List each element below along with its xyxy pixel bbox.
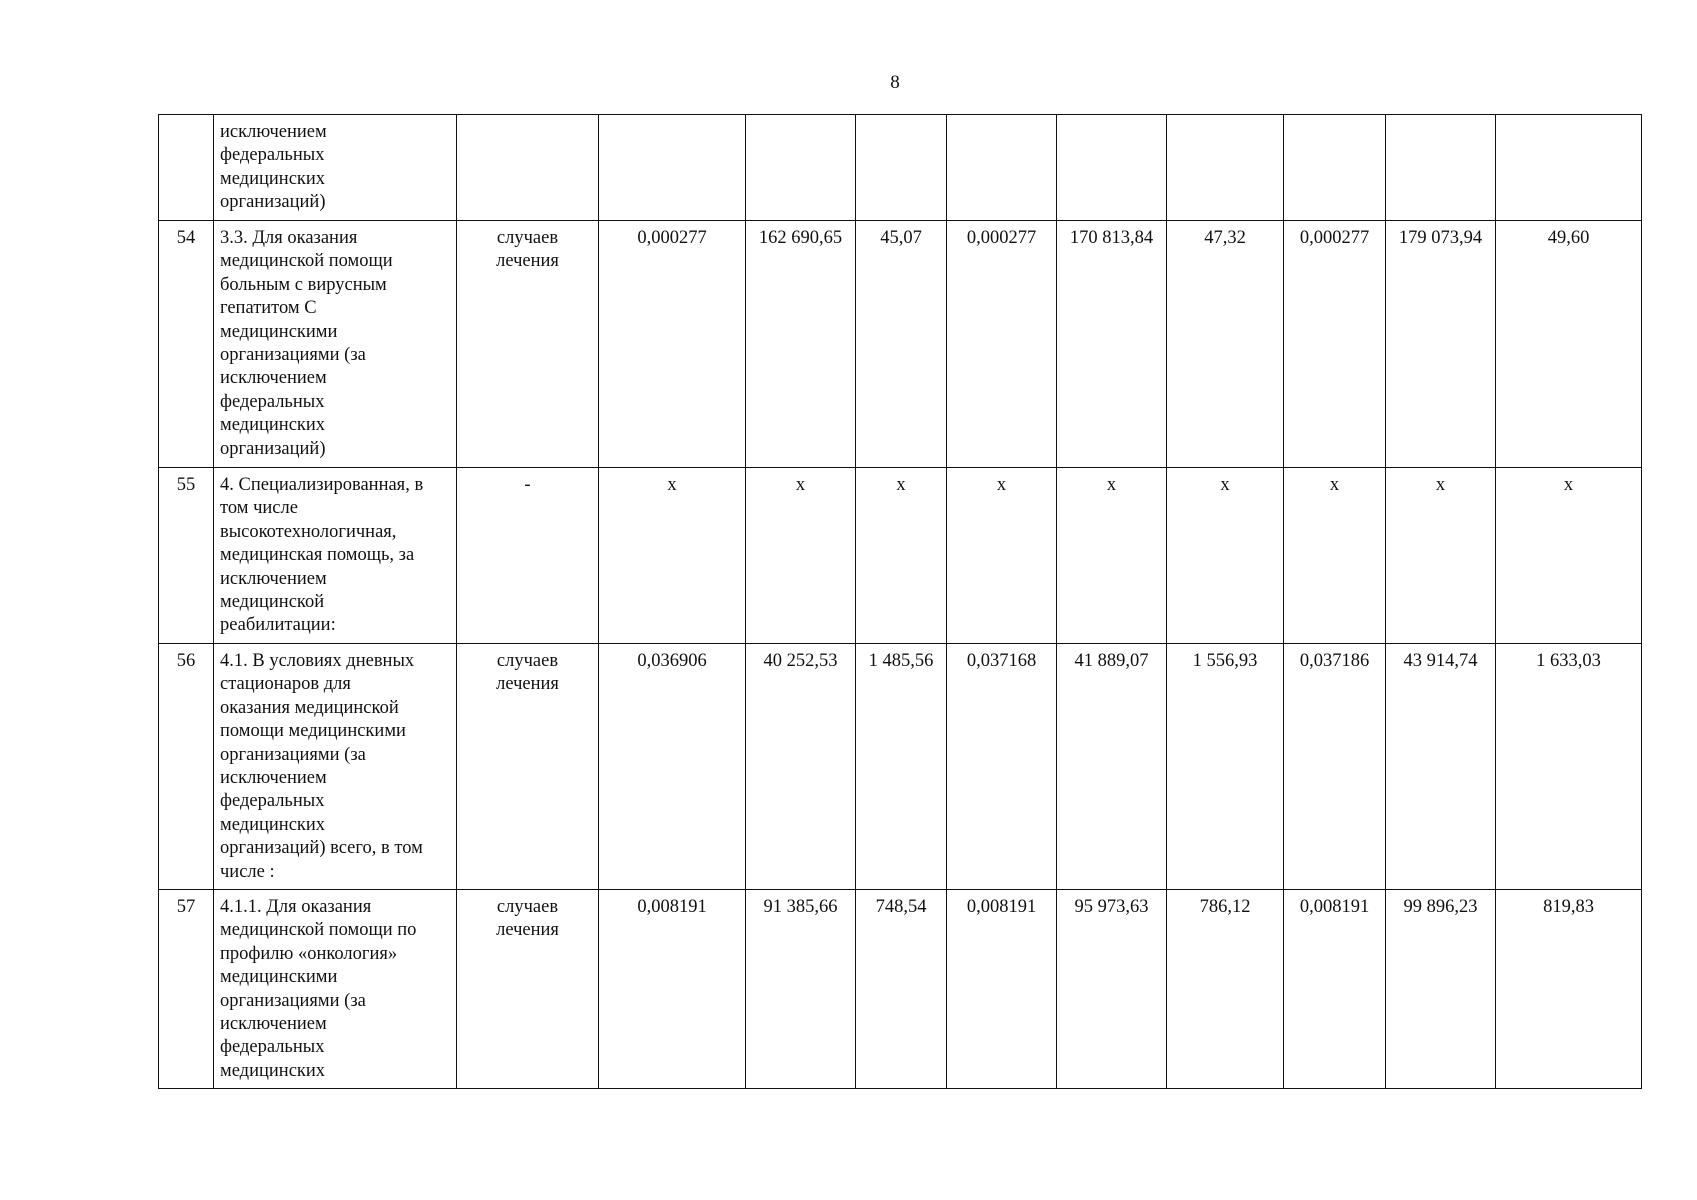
- value-cell: [1496, 115, 1642, 221]
- value-cell: 1 633,03: [1496, 644, 1642, 890]
- indicator-name-line: федеральных: [220, 391, 325, 412]
- row-number-cell: 56: [159, 644, 214, 890]
- unit-cell: [457, 890, 599, 1089]
- indicator-name-line: организаций): [220, 438, 326, 459]
- unit-line: лечения: [496, 674, 559, 695]
- value-cell: 91 385,66: [746, 890, 856, 1089]
- indicator-name-line: стационаров для: [220, 674, 351, 695]
- value-cell: [1167, 115, 1284, 221]
- row-number-cell: 55: [159, 468, 214, 644]
- indicator-name-line: исключением: [220, 768, 327, 789]
- value-cell: [1284, 115, 1386, 221]
- unit-line: случаев: [496, 228, 559, 248]
- value-cell: х: [1284, 468, 1386, 644]
- value-cell: 179 073,94: [1386, 221, 1496, 468]
- value-cell: 45,07: [856, 221, 947, 468]
- page-number: 8: [890, 72, 900, 93]
- indicator-name-line: медицинской: [220, 592, 325, 613]
- indicator-name-cell: [214, 115, 457, 221]
- value-cell: 95 973,63: [1057, 890, 1167, 1089]
- data-table: [158, 114, 1642, 1089]
- value-cell: 49,60: [1496, 221, 1642, 468]
- row-number-cell: 54: [159, 221, 214, 468]
- value-cell: 1 485,56: [856, 644, 947, 890]
- indicator-name-line: федеральных: [220, 791, 325, 812]
- indicator-name-line: том числе: [220, 498, 298, 519]
- indicator-name-line: медицинских: [220, 415, 326, 436]
- indicator-name-cell: [214, 468, 457, 644]
- indicator-name-line: больным с вирусным: [220, 274, 387, 295]
- value-cell: [599, 115, 746, 221]
- row-number-cell: [159, 115, 214, 221]
- value-cell: [746, 115, 856, 221]
- unit-cell: [457, 115, 599, 221]
- table-body: [159, 115, 1642, 1089]
- value-cell: 0,000277: [947, 221, 1057, 468]
- unit-line: случаев: [496, 897, 559, 917]
- value-cell: 0,036906: [599, 644, 746, 890]
- value-cell: 0,000277: [599, 221, 746, 468]
- value-cell: 786,12: [1167, 890, 1284, 1089]
- indicator-name-line: организациями (за: [220, 990, 366, 1011]
- indicator-name-line: 3.3. Для оказания: [220, 228, 358, 248]
- indicator-name-line: медицинскими: [220, 321, 338, 342]
- value-cell: х: [947, 468, 1057, 644]
- unit-cell: [457, 644, 599, 890]
- indicator-name-line: исключением: [220, 368, 327, 389]
- indicator-name-line: высокотехнологичная,: [220, 521, 397, 542]
- row-number-cell: 57: [159, 890, 214, 1089]
- unit-cell: [457, 468, 599, 644]
- value-cell: 748,54: [856, 890, 947, 1089]
- indicator-name-line: реабилитации:: [220, 615, 336, 636]
- indicator-name-line: оказания медицинской: [220, 697, 399, 718]
- indicator-name-line: федеральных: [220, 145, 325, 166]
- indicator-name-cell: [214, 644, 457, 890]
- table-row: [159, 468, 1642, 644]
- indicator-name-line: медицинской помощи по: [220, 920, 417, 941]
- unit-line: лечения: [496, 251, 559, 272]
- indicator-name-line: числе :: [220, 861, 275, 882]
- indicator-name-line: организаций): [220, 192, 326, 213]
- table-row: [159, 644, 1642, 890]
- unit-cell: [457, 221, 599, 468]
- value-cell: 43 914,74: [1386, 644, 1496, 890]
- value-cell: 0,000277: [1284, 221, 1386, 468]
- indicator-name-line: медицинской помощи: [220, 251, 393, 272]
- indicator-name-line: гепатитом С: [220, 298, 317, 319]
- indicator-name-line: федеральных: [220, 1037, 325, 1058]
- indicator-name-line: исключением: [220, 568, 327, 589]
- value-cell: 41 889,07: [1057, 644, 1167, 890]
- indicator-name-line: профилю «онкология»: [220, 943, 398, 964]
- indicator-name-cell: [214, 890, 457, 1089]
- value-cell: х: [746, 468, 856, 644]
- value-cell: 819,83: [1496, 890, 1642, 1089]
- unit-line: -: [524, 475, 531, 495]
- value-cell: 0,037168: [947, 644, 1057, 890]
- table-row: [159, 221, 1642, 468]
- value-cell: 40 252,53: [746, 644, 856, 890]
- value-cell: 0,037186: [1284, 644, 1386, 890]
- indicator-name-line: 4. Специализированная, в: [220, 475, 424, 495]
- indicator-name-line: 4.1.1. Для оказания: [220, 897, 372, 917]
- indicator-name-line: организациями (за: [220, 744, 366, 765]
- value-cell: [1386, 115, 1496, 221]
- value-cell: х: [856, 468, 947, 644]
- table-row: [159, 115, 1642, 221]
- indicator-name-line: исключением: [220, 122, 327, 142]
- value-cell: х: [1496, 468, 1642, 644]
- value-cell: х: [1386, 468, 1496, 644]
- value-cell: [947, 115, 1057, 221]
- indicator-name-line: организаций) всего, в том: [220, 838, 423, 859]
- indicator-name-line: медицинских: [220, 1060, 326, 1081]
- indicator-name-line: медицинских: [220, 814, 326, 835]
- value-cell: х: [599, 468, 746, 644]
- indicator-name-line: медицинская помощь, за: [220, 545, 415, 566]
- indicator-name-line: организациями (за: [220, 345, 366, 366]
- indicator-name-line: медицинских: [220, 168, 326, 189]
- value-cell: 0,008191: [947, 890, 1057, 1089]
- value-cell: [1057, 115, 1167, 221]
- value-cell: 99 896,23: [1386, 890, 1496, 1089]
- value-cell: х: [1167, 468, 1284, 644]
- value-cell: 0,008191: [1284, 890, 1386, 1089]
- indicator-name-cell: [214, 221, 457, 468]
- value-cell: х: [1057, 468, 1167, 644]
- indicator-name-line: 4.1. В условиях дневных: [220, 651, 415, 671]
- value-cell: 0,008191: [599, 890, 746, 1089]
- indicator-name-line: медицинскими: [220, 967, 338, 988]
- value-cell: 47,32: [1167, 221, 1284, 468]
- value-cell: [856, 115, 947, 221]
- indicator-name-line: помощи медицинскими: [220, 721, 406, 742]
- value-cell: 170 813,84: [1057, 221, 1167, 468]
- indicator-name-line: исключением: [220, 1014, 327, 1035]
- unit-line: лечения: [496, 920, 559, 941]
- unit-line: случаев: [496, 651, 559, 671]
- table-row: [159, 890, 1642, 1089]
- value-cell: 162 690,65: [746, 221, 856, 468]
- value-cell: 1 556,93: [1167, 644, 1284, 890]
